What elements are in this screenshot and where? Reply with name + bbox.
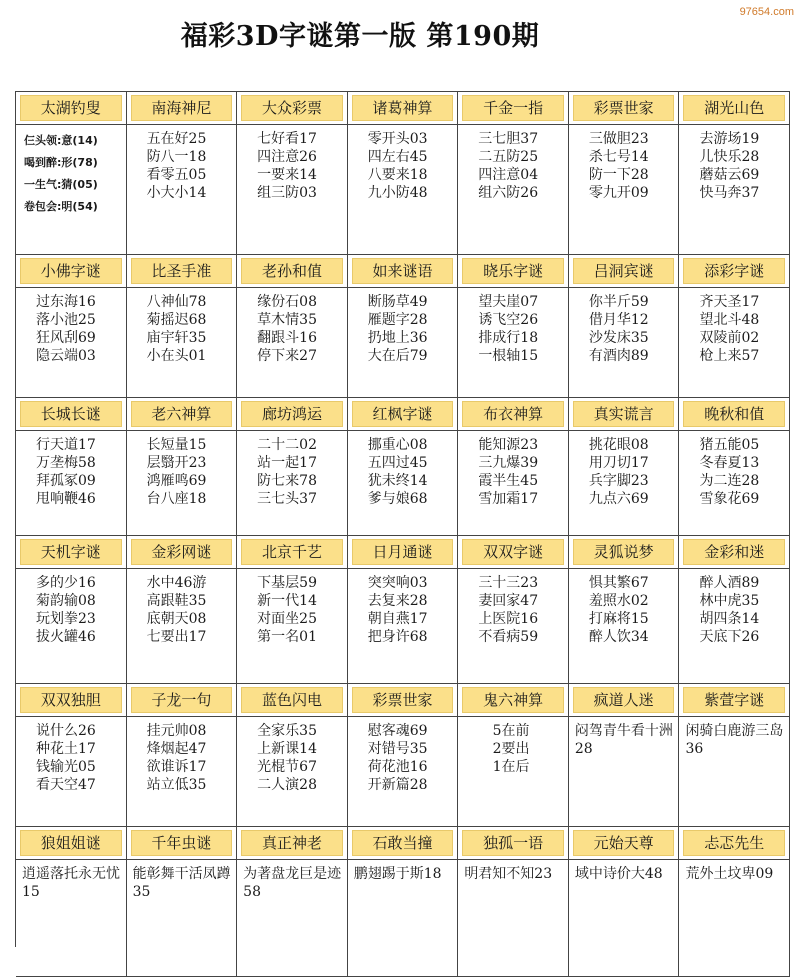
riddle-cell [679,288,790,398]
column-header [348,827,459,860]
riddle-line: 断肠草49 [367,294,428,310]
column-header [458,92,569,125]
riddle-cell [237,569,348,684]
column-header-label: 子龙一句 [131,687,233,713]
riddle-line: 八神仙78 [146,294,207,310]
column-header [16,536,127,569]
header-row [16,536,790,569]
riddle-cell [569,431,680,536]
column-header [348,536,459,569]
column-header [569,536,680,569]
column-header [237,92,348,125]
riddle-line: 看零五05 [146,167,207,183]
riddle-line: 用刀切17 [588,455,649,471]
column-header [16,684,127,717]
riddle-line: 望北斗48 [699,312,760,328]
column-header-label: 鬼六神算 [462,687,564,713]
riddle-cell [458,569,569,684]
riddle-cell [348,860,459,977]
riddle-cell [348,431,459,536]
riddle-cell [127,431,238,536]
riddle-line: 钱输光05 [36,759,96,775]
column-header-label: 大众彩票 [241,95,343,121]
riddle-line: 能彰舞干活凤蹲35 [132,866,231,900]
riddle-block [16,92,790,255]
column-header-label: 添彩字谜 [683,258,785,284]
column-header-label: 元始天尊 [573,830,675,856]
riddle-line: 闲骑白鹿游三岛36 [685,723,784,757]
riddle-block [16,398,790,536]
riddle-cell [569,569,680,684]
riddle-cell [458,431,569,536]
riddle-line: 停下来27 [257,348,317,364]
column-header-label: 湖光山色 [683,95,785,121]
riddle-line: 台八座18 [146,491,207,507]
riddle-cell [348,288,459,398]
column-header [127,536,238,569]
riddle-line: 四左右45 [367,149,428,165]
column-header-label: 千金一指 [462,95,564,121]
riddle-line: 雪加霜17 [478,491,539,507]
riddle-line: 二五防25 [478,149,539,165]
column-header-label: 廊坊鸿运 [241,401,343,427]
riddle-line: 一要来14 [257,167,317,183]
riddle-line: 慰客魂69 [367,723,428,739]
riddle-line: 菊摇迟68 [146,312,207,328]
column-header [16,255,127,288]
riddle-line: 下基层59 [257,575,317,591]
riddle-line: 喝到醉:形(78) [24,156,98,169]
column-header [458,398,569,431]
column-header-label: 诸葛神算 [352,95,454,121]
riddle-line: 八要来18 [367,167,428,183]
riddle-line: 二人演28 [257,777,317,793]
riddle-cell [348,125,459,255]
riddle-line: 齐天圣17 [699,294,760,310]
riddle-line: 翻跟斗16 [257,330,317,346]
riddle-line: 三七胆37 [478,131,539,147]
column-header-label: 太湖钓叟 [20,95,122,121]
column-header [569,684,680,717]
riddle-line: 菊韵输08 [36,593,96,609]
column-header-label: 晚秋和值 [683,401,785,427]
riddle-line: 三九爆39 [478,455,539,471]
riddle-line: 能知源23 [478,437,539,453]
riddle-line: 九小防48 [367,185,428,201]
riddle-line: 闷驾青牛看十洲28 [574,723,673,757]
riddle-line: 二十二02 [257,437,317,453]
content-row [16,717,790,827]
riddle-line: 惧其繁67 [588,575,649,591]
riddle-block [16,827,790,977]
riddle-line: 鸿雁鸣69 [146,473,207,489]
column-header-label: 真实谎言 [573,401,675,427]
column-header [569,255,680,288]
riddle-line: 诱飞空26 [478,312,539,328]
column-header [348,398,459,431]
riddle-line: 儿快乐28 [699,149,760,165]
riddle-line: 羞照水02 [588,593,649,609]
column-header [348,684,459,717]
column-header-label: 独孤一语 [462,830,564,856]
riddle-line: 仨头领:意(14) [24,134,98,147]
column-header-label: 日月通谜 [352,539,454,565]
riddle-line: 烽烟起47 [146,741,207,757]
column-header-label: 彩票世家 [573,95,675,121]
column-header-label: 小佛字谜 [20,258,122,284]
riddle-cell [569,717,680,827]
riddle-line: 对错号35 [367,741,428,757]
column-header [679,92,790,125]
riddle-cell [237,717,348,827]
riddle-line: 看天空47 [36,777,96,793]
column-header-label: 老孙和值 [241,258,343,284]
riddle-line: 大在后79 [367,348,428,364]
riddle-line: 为著盘龙巨是迹58 [243,866,342,900]
riddle-line: 缘份石08 [257,294,317,310]
riddle-line: 隐云端03 [36,348,96,364]
content-row [16,860,790,977]
riddle-cell [127,125,238,255]
riddle-cell [237,431,348,536]
column-header [569,398,680,431]
riddle-line: 荷花池16 [367,759,428,775]
riddle-line: 拜孤冢09 [36,473,96,489]
column-header-label: 南海神尼 [131,95,233,121]
riddle-line: 去游场19 [699,131,760,147]
riddle-cell [127,860,238,977]
riddle-line: 逍遥落托永无忧15 [22,866,120,900]
riddle-line: 四注意26 [257,149,317,165]
riddle-line: 甩响鞭46 [36,491,96,507]
site-watermark: 97654.com [739,6,794,18]
riddle-line: 域中诗价大48 [574,866,663,882]
riddle-line: 借月华12 [588,312,649,328]
riddle-line: 防八一18 [146,149,207,165]
riddle-line: 2要出 [492,741,530,757]
riddle-line: 上新课14 [257,741,317,757]
riddle-cell [458,717,569,827]
column-header [348,92,459,125]
column-header [16,398,127,431]
riddle-line: 七好看17 [257,131,317,147]
riddle-line: 一根轴15 [478,348,539,364]
column-header [237,255,348,288]
riddle-line: 蘑菇云69 [699,167,760,183]
header-row [16,255,790,288]
riddle-cell [127,569,238,684]
riddle-line: 玩划拳23 [36,611,96,627]
column-header [237,398,348,431]
riddle-line: 狂风刮69 [36,330,96,346]
riddle-line: 光棍节67 [257,759,317,775]
riddle-line: 防七来78 [257,473,317,489]
riddle-line: 1在后 [492,759,530,775]
column-header [679,398,790,431]
riddle-line: 万垄梅58 [36,455,96,471]
riddle-line: 胡四条14 [699,611,760,627]
column-header [237,827,348,860]
riddle-cell [569,860,680,977]
header-row [16,827,790,860]
riddle-cell [679,569,790,684]
riddle-cell [679,125,790,255]
riddle-line: 冬春夏13 [699,455,760,471]
riddle-line: 猪五能05 [699,437,760,453]
riddle-line: 组六防26 [478,185,539,201]
riddle-line: 为二连28 [699,473,760,489]
column-header-label: 老六神算 [131,401,233,427]
riddle-cell [569,125,680,255]
riddle-line: 挂元帅08 [146,723,207,739]
riddle-line: 林中虎35 [699,593,760,609]
riddle-cell [348,717,459,827]
riddle-cell [127,717,238,827]
riddle-cell [679,717,790,827]
column-header-label: 北京千艺 [241,539,343,565]
column-header [127,398,238,431]
riddle-line: 底朝天08 [146,611,207,627]
riddle-line: 上医院16 [478,611,539,627]
column-header [569,827,680,860]
column-header [679,684,790,717]
riddle-table [15,91,790,947]
riddle-line: 天底下26 [699,629,760,645]
header-row [16,92,790,125]
column-header [458,255,569,288]
column-header [348,255,459,288]
column-header [127,827,238,860]
riddle-line: 五四过45 [367,455,428,471]
column-header-label: 比圣手准 [131,258,233,284]
riddle-cell [237,860,348,977]
riddle-line: 挪重心08 [367,437,428,453]
riddle-line: 落小池25 [36,312,96,328]
riddle-line: 妻回家47 [478,593,539,609]
riddle-line: 七要出17 [146,629,207,645]
column-header [16,92,127,125]
column-header [16,827,127,860]
riddle-line: 欲谁诉17 [146,759,207,775]
riddle-line: 雁题字28 [367,312,428,328]
riddle-cell [237,288,348,398]
riddle-line: 你半斤59 [588,294,649,310]
riddle-line: 层翳开23 [146,455,207,471]
riddle-line: 突突响03 [367,575,428,591]
column-header-label: 灵狐说梦 [573,539,675,565]
riddle-line: 说什么26 [36,723,96,739]
riddle-line: 过东海16 [36,294,96,310]
column-header [458,827,569,860]
column-header [679,255,790,288]
riddle-line: 不看病59 [478,629,539,645]
column-header-label: 蓝色闪电 [241,687,343,713]
riddle-line: 快马奔37 [699,185,760,201]
column-header-label: 布衣神算 [462,401,564,427]
riddle-cell [16,717,127,827]
riddle-cell [679,431,790,536]
header-row [16,398,790,431]
riddle-line: 5在前 [492,723,530,739]
riddle-cell [16,125,127,255]
riddle-line: 挑花眼08 [588,437,649,453]
riddle-line: 草木情35 [257,312,317,328]
column-header-label: 红枫字谜 [352,401,454,427]
riddle-line: 零九开09 [588,185,649,201]
column-header-label: 千年虫谜 [131,830,233,856]
riddle-line: 打麻将15 [588,611,649,627]
riddle-line: 站立低35 [146,777,207,793]
column-header-label: 彩票世家 [352,687,454,713]
column-header-label: 金彩网谜 [131,539,233,565]
riddle-cell [16,860,127,977]
column-header-label: 天机字谜 [20,539,122,565]
riddle-line: 五在好25 [146,131,207,147]
riddle-line: 望夫崖07 [478,294,539,310]
column-header-label: 金彩和迷 [683,539,785,565]
riddle-block [16,684,790,827]
riddle-line: 小在头01 [146,348,207,364]
riddle-line: 爹与娘68 [367,491,428,507]
riddle-line: 兵字脚23 [588,473,649,489]
riddle-line: 长短量15 [146,437,207,453]
riddle-cell [569,288,680,398]
riddle-line: 沙发床35 [588,330,649,346]
column-header-label: 双双字谜 [462,539,564,565]
riddle-line: 高跟鞋35 [146,593,207,609]
riddle-cell [16,431,127,536]
column-header [458,536,569,569]
riddle-line: 行天道17 [36,437,96,453]
content-row [16,431,790,536]
riddle-cell [16,569,127,684]
riddle-line: 庙宇轩35 [146,330,207,346]
riddle-line: 杀七号14 [588,149,649,165]
content-row [16,288,790,398]
riddle-cell [679,860,790,977]
riddle-line: 四注意04 [478,167,539,183]
riddle-line: 扔地上36 [367,330,428,346]
column-header-label: 忐忑先生 [683,830,785,856]
riddle-line: 新一代14 [257,593,317,609]
column-header-label: 狼姐姐谜 [20,830,122,856]
riddle-line: 防一下28 [588,167,649,183]
column-header [127,92,238,125]
riddle-line: 种花土17 [36,741,96,757]
riddle-line: 雪象花69 [699,491,760,507]
riddle-line: 拔火罐46 [36,629,96,645]
riddle-line: 三十三23 [478,575,539,591]
riddle-line: 荒外土坟卑09 [685,866,774,882]
riddle-line: 九点六69 [588,491,649,507]
riddle-line: 把身许68 [367,629,428,645]
riddle-cell [458,125,569,255]
riddle-line: 组三防03 [257,185,317,201]
riddle-line: 全家乐35 [257,723,317,739]
riddle-line: 三做胆23 [588,131,649,147]
riddle-line: 有酒肉89 [588,348,649,364]
riddle-line: 枪上来57 [699,348,760,364]
content-row [16,125,790,255]
column-header [458,684,569,717]
riddle-line: 小大小14 [146,185,207,201]
riddle-line: 对面坐25 [257,611,317,627]
riddle-cell [127,288,238,398]
riddle-line: 站一起17 [257,455,317,471]
riddle-cell [458,860,569,977]
column-header-label: 石敢当撞 [352,830,454,856]
riddle-line: 第一名01 [257,629,317,645]
riddle-line: 水中46游 [146,575,207,591]
column-header-label: 如来谜语 [352,258,454,284]
column-header [679,536,790,569]
riddle-line: 排成行18 [478,330,539,346]
column-header [237,536,348,569]
column-header [679,827,790,860]
column-header [127,684,238,717]
riddle-line: 零开头03 [367,131,428,147]
column-header [569,92,680,125]
riddle-line: 卷包会:明(54) [24,200,98,213]
riddle-line: 开新篇28 [367,777,428,793]
riddle-block [16,536,790,684]
column-header [127,255,238,288]
column-header-label: 真正神老 [241,830,343,856]
riddle-line: 多的少16 [36,575,96,591]
column-header-label: 双双独胆 [20,687,122,713]
column-header-label: 紫萱字谜 [683,687,785,713]
riddle-cell [458,288,569,398]
riddle-line: 双陵前02 [699,330,760,346]
riddle-cell [16,288,127,398]
riddle-cell [348,569,459,684]
riddle-line: 鹏翅踢于斯18 [353,866,442,882]
riddle-line: 一生气:猜(05) [24,178,98,191]
content-row [16,569,790,684]
page-title: 福彩3D字谜第一版 第190期 [180,21,540,52]
column-header-label: 晓乐字谜 [462,258,564,284]
column-header-label: 疯道人迷 [573,687,675,713]
riddle-line: 犹未终14 [367,473,428,489]
riddle-line: 醉人酒89 [699,575,760,591]
riddle-line: 醉人饮34 [588,629,649,645]
column-header-label: 吕洞宾谜 [573,258,675,284]
riddle-line: 三七头37 [257,491,317,507]
header-row [16,684,790,717]
riddle-block [16,255,790,398]
riddle-line: 明君知不知23 [464,866,553,882]
riddle-line: 去复来28 [367,593,428,609]
riddle-cell [237,125,348,255]
column-header [237,684,348,717]
riddle-line: 霞半生45 [478,473,539,489]
column-header-label: 长城长谜 [20,401,122,427]
riddle-line: 朝自燕17 [367,611,428,627]
